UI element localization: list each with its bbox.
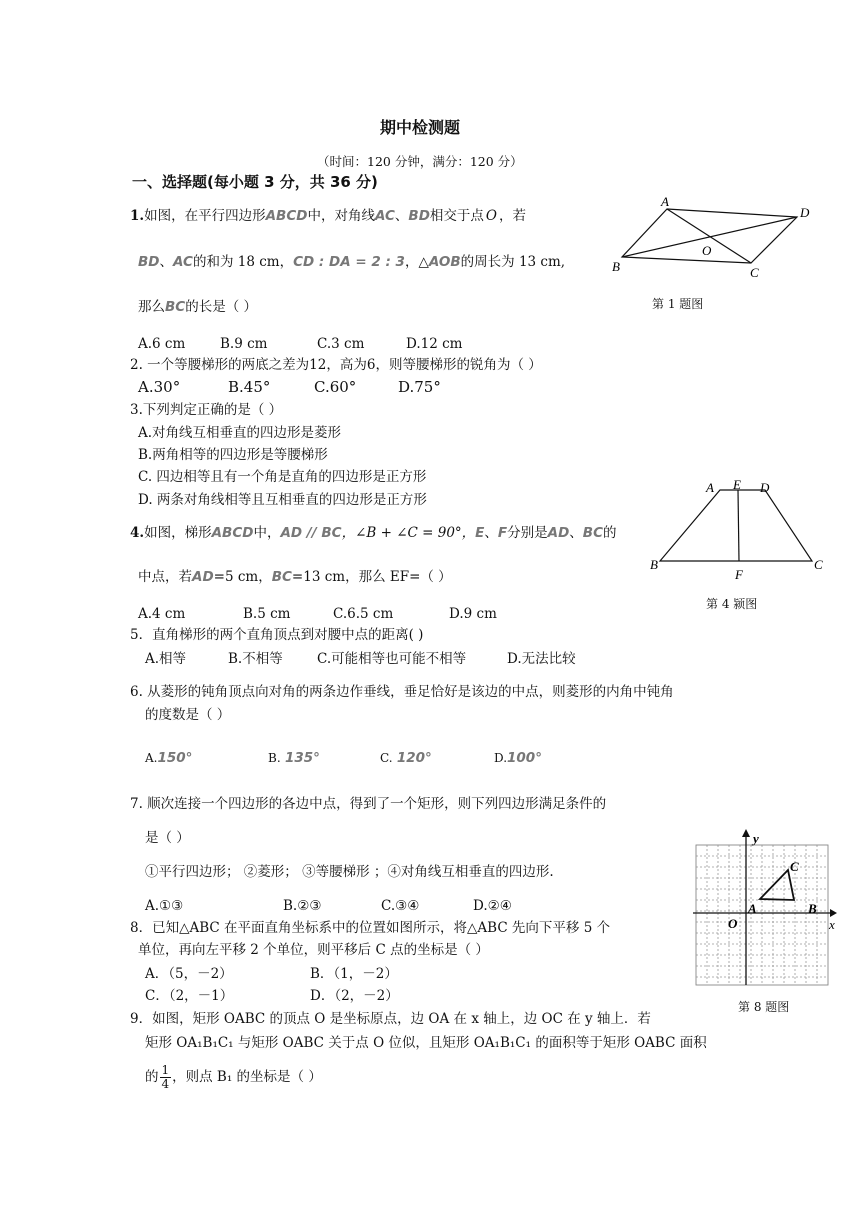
q1-option-c: C.3 cm <box>317 336 365 352</box>
q2-option-b: B.45° <box>228 378 271 396</box>
section-heading: 一、选择题(每小题 3 分，共 36 分) <box>132 173 378 191</box>
q3-option-a: A.对角线互相垂直的四边形是菱形 <box>138 425 342 441</box>
q8-label-a: A <box>748 901 757 916</box>
q1-option-a: A.6 cm <box>138 336 186 352</box>
q8-figure-grid <box>690 825 840 990</box>
q7-option-c: C.③④ <box>381 898 420 914</box>
q8-label-b: B <box>808 901 817 916</box>
exam-info: （时间：120 分钟，满分：120 分） <box>317 154 523 169</box>
q9-stem-line3: 的 $\frac{1}{4}$ ，则点 B₁ 的坐标是（ ） <box>145 1063 322 1091</box>
q5-option-d: D.无法比较 <box>507 651 576 667</box>
q8-label-o: O <box>728 916 738 931</box>
q2-stem: 2. 一个等腰梯形的两底之差为12，高为6，则等腰梯形的锐角为（ ） <box>130 357 542 373</box>
q9-stem-line1: 9．如图，矩形 OABC 的顶点 O 是坐标原点，边 OA 在 x 轴上，边 OC 在 y 轴上．若 <box>130 1011 651 1027</box>
q6-option-a: A.150° <box>145 750 193 766</box>
q4-option-c: C.6.5 cm <box>333 606 394 622</box>
q8-label-y: y <box>753 831 759 846</box>
q4-label-a: A <box>706 480 714 495</box>
q4-label-d: D <box>760 480 770 495</box>
q1-figure-parallelogram <box>600 195 820 285</box>
q4-option-d: D.9 cm <box>449 606 497 622</box>
q3-stem: 3.下列判定正确的是（ ） <box>130 402 283 418</box>
q4-option-b: B.5 cm <box>243 606 291 622</box>
q5-option-c: C.可能相等也可能不相等 <box>317 651 467 667</box>
q6-option-c: C. 120° <box>380 750 432 766</box>
q2-option-c: C.60° <box>314 378 357 396</box>
q8-option-a: A．（5，－2） <box>145 966 233 982</box>
q1-option-b: B.9 cm <box>220 336 268 352</box>
q1-label-c: C <box>750 265 759 280</box>
q4-line1: 4.如图，梯形ABCD中，AD // BC，∠B + ∠C = 90°，E、F分别是AD、BC的 <box>130 525 617 541</box>
q1-label-o: O <box>702 243 712 258</box>
q1-line1: 1.如图，在平行四边形ABCD中，对角线AC、BD相交于点 O ，若 <box>130 208 526 224</box>
q6-option-d: D.100° <box>494 750 542 766</box>
q5-option-a: A.相等 <box>145 651 187 667</box>
q4-line2: 中点，若AD=5 cm，BC=13 cm，那么 EF=（ ） <box>138 569 452 585</box>
q2-option-a: A.30° <box>138 378 181 396</box>
q2-option-d: D.75° <box>398 378 441 396</box>
q3-option-d: D. 两条对角线相等且互相垂直的四边形是正方形 <box>138 492 427 508</box>
q7-option-d: D.②④ <box>473 898 512 914</box>
q9-fraction: $\frac{1}{4}$ <box>161 1063 170 1091</box>
q4-label-e: E <box>733 477 741 492</box>
q1-label-d: D <box>800 205 810 220</box>
q4-figure-caption: 第 4 颍图 <box>706 597 758 611</box>
q9-stem-line2: 矩形 OA₁B₁C₁ 与矩形 OABC 关于点 O 位似，且矩形 OA₁B₁C₁ 的面积等于矩形 OABC 面积 <box>145 1035 707 1051</box>
q3-option-c: C. 四边相等且有一个角是直角的四边形是正方形 <box>138 469 427 485</box>
q1-figure-caption: 第 1 题图 <box>652 297 704 311</box>
page-title: 期中检测题 <box>380 118 461 137</box>
q4-label-f: F <box>735 567 743 582</box>
q7-stem-line2: 是（ ） <box>145 830 190 846</box>
q8-option-d: D．（2，－2） <box>310 988 399 1004</box>
q1-line2: BD、AC的和为 18 cm，CD : DA = 2 : 3，△AOB的周长为 13 cm, <box>138 254 566 270</box>
q6-stem-line1: 6. 从菱形的钝角顶点向对角的两条边作垂线，垂足恰好是该边的中点，则菱形的内角中钝角 <box>130 684 674 700</box>
q8-option-b: B．（1，－2） <box>310 966 398 982</box>
q4-label-c: C <box>814 557 823 572</box>
q6-option-b: B. 135° <box>268 750 320 766</box>
q8-label-x: x <box>829 917 835 932</box>
q4-figure-trapezoid <box>640 475 840 585</box>
q3-option-b: B.两角相等的四边形是等腰梯形 <box>138 447 328 463</box>
q7-statements: ①平行四边形； ②菱形； ③等腰梯形 ；④对角线互相垂直的四边形. <box>145 864 554 880</box>
q1-option-d: D.12 cm <box>406 336 463 352</box>
q1-label-b: B <box>612 259 620 274</box>
q1-number: 1. <box>130 208 145 224</box>
q8-label-c: C <box>790 859 799 874</box>
q4-label-b: B <box>650 557 658 572</box>
q8-figure-caption: 第 8 题图 <box>738 1000 790 1014</box>
q5-option-b: B.不相等 <box>228 651 283 667</box>
q5-stem: 5．直角梯形的两个直角顶点到对腰中点的距离( ) <box>130 627 424 643</box>
q7-option-a: A.①③ <box>145 898 184 914</box>
q1-line3: 那么BC的长是（ ） <box>138 299 257 315</box>
q6-stem-line2: 的度数是（ ） <box>145 707 231 723</box>
q8-stem-line1: 8．已知△ABC 在平面直角坐标系中的位置如图所示，将△ABC 先向下平移 5 个 <box>130 920 611 936</box>
q1-label-a: A <box>661 194 669 209</box>
q8-stem-line2: 单位，再向左平移 2 个单位，则平移后 C 点的坐标是（ ） <box>138 942 489 958</box>
q7-stem-line1: 7. 顺次连接一个四边形的各边中点，得到了一个矩形，则下列四边形满足条件的 <box>130 796 607 812</box>
q4-option-a: A.4 cm <box>138 606 186 622</box>
q8-option-c: C．（2，－1） <box>145 988 234 1004</box>
q7-option-b: B.②③ <box>283 898 322 914</box>
q4-number: 4. <box>130 525 145 541</box>
